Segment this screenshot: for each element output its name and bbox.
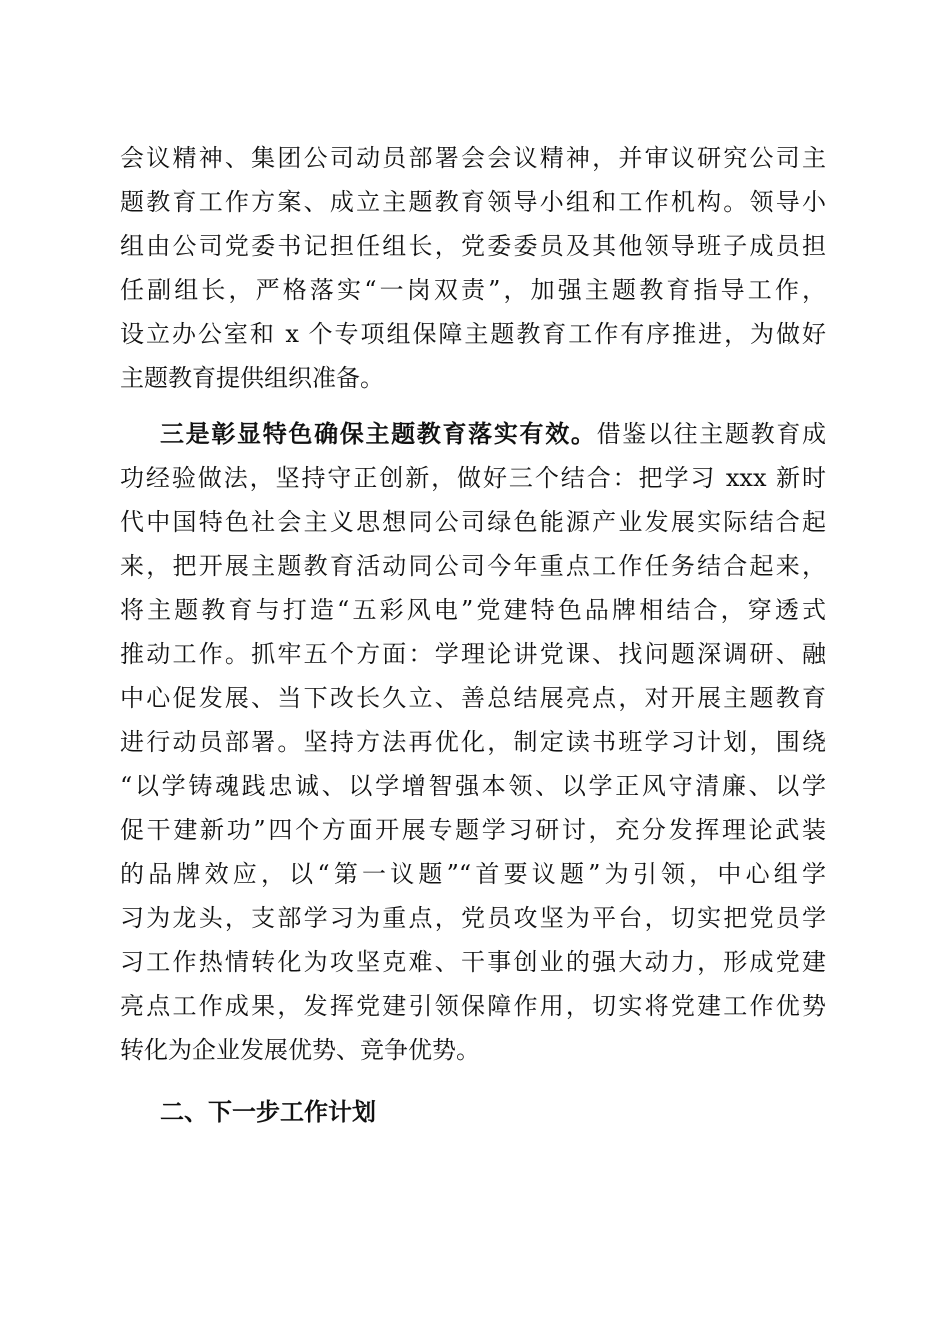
paragraph-organization (120, 136, 826, 400)
text-line: 主题教育提供组织准备。 (120, 364, 384, 392)
text-line: “以学铸魂践忠诚、以学增智强本领、以学正风守清廉、以学 (120, 772, 826, 800)
text-line: 习工作热情转化为攻坚克难、干事创业的强大动力，形成党建 (120, 948, 826, 976)
text-line: 会议精神、集团公司动员部署会会议精神，并审议研究公司主 (120, 144, 826, 172)
text-line: 将主题教育与打造“五彩风电”党建特色品牌相结合，穿透式 (120, 596, 826, 624)
text-line: 功经验做法，坚持守正创新，做好三个结合：把学习 xxx 新时 (120, 464, 826, 492)
text-line: 组由公司党委书记担任组长，党委委员及其他领导班子成员担 (120, 232, 826, 260)
text-line: 亮点工作成果，发挥党建引领保障作用，切实将党建工作优势 (120, 992, 826, 1020)
section-heading: 二、下一步工作计划 (160, 1098, 376, 1126)
paragraph-characteristics (120, 412, 826, 1072)
paragraph-lead-line (120, 412, 826, 456)
text-line: 中心促发展、当下改长久立、善总结展亮点，对开展主题教育 (120, 684, 826, 712)
text-line: 代中国特色社会主义思想同公司绿色能源产业发展实际结合起 (120, 508, 826, 536)
text-line: 进行动员部署。坚持方法再优化，制定读书班学习计划，围绕 (120, 728, 826, 756)
text-line: 推动工作。抓牢五个方面：学理论讲党课、找问题深调研、融 (120, 640, 826, 668)
text-line: 任副组长，严格落实“一岗双责”，加强主题教育指导工作， (120, 276, 826, 304)
text-line: 促干建新功”四个方面开展专题学习研讨，充分发挥理论武装 (120, 816, 826, 844)
text-line: 来，把开展主题教育活动同公司今年重点工作任务结合起来， (120, 552, 826, 580)
text-line: 习为龙头，支部学习为重点，党员攻坚为平台，切实把党员学 (120, 904, 826, 932)
paragraph-lead-bold: 三是彰显特色确保主题教育落实有效。 (160, 419, 597, 448)
text-line: 的品牌效应，以“第一议题”“首要议题”为引领，中心组学 (120, 860, 826, 888)
text-line: 设立办公室和 x 个专项组保障主题教育工作有序推进，为做好 (120, 320, 826, 348)
text-line: 题教育工作方案、成立主题教育领导小组和工作机构。领导小 (120, 188, 826, 216)
paragraph-lead-rest: 借鉴以往主题教育成 (596, 420, 826, 448)
text-line: 转化为企业发展优势、竞争优势。 (120, 1036, 480, 1064)
